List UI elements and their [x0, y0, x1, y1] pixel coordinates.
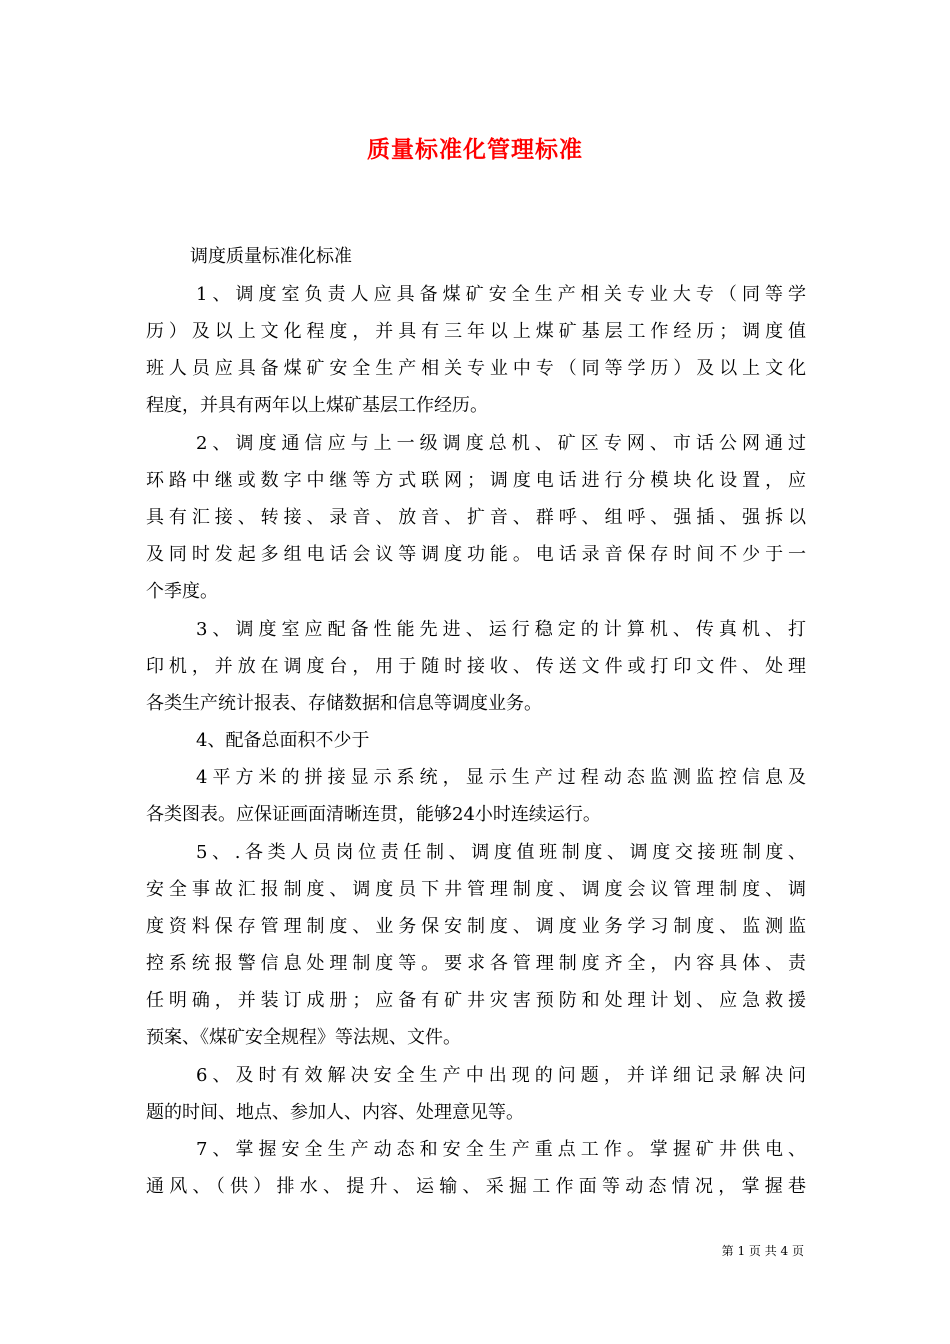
- page-number: 第 1 页 共 4 页: [721, 1244, 804, 1258]
- body-line: 5、.各类人员岗位责任制、调度值班制度、调度交接班制度、: [196, 842, 806, 863]
- section-heading: 调度质量标准化标准: [190, 246, 352, 267]
- body-line: 环路中继或数字中继等方式联网；调度电话进行分模块化设置，应: [146, 470, 806, 491]
- document-title: 质量标准化管理标准: [367, 136, 583, 163]
- body-line: 6、及时有效解决安全生产中出现的问题，并详细记录解决问: [196, 1065, 806, 1086]
- body-line: 2、调度通信应与上一级调度总机、矿区专网、市话公网通过: [196, 433, 806, 454]
- body-line: 安全事故汇报制度、调度员下井管理制度、调度会议管理制度、调: [146, 879, 806, 900]
- body-line: 各类生产统计报表、存储数据和信息等调度业务。: [146, 693, 542, 714]
- body-line: 及同时发起多组电话会议等调度功能。电话录音保存时间不少于一: [146, 544, 806, 565]
- body-line: 程度，并具有两年以上煤矿基层工作经历。: [146, 395, 488, 416]
- body-line: 题的时间、地点、参加人、内容、处理意见等。: [146, 1102, 524, 1123]
- body-line: 班人员应具备煤矿安全生产相关专业中专（同等学历）及以上文化: [146, 358, 806, 379]
- body-line: 印机，并放在调度台，用于随时接收、传送文件或打印文件、处理: [146, 656, 806, 677]
- body-line: 4、配备总面积不少于: [196, 730, 370, 751]
- body-line: 各类图表。应保证画面清晰连贯，能够24小时连续运行。: [146, 804, 601, 825]
- body-line: 具有汇接、转接、录音、放音、扩音、群呼、组呼、强插、强拆以: [146, 507, 806, 528]
- body-line: 度资料保存管理制度、业务保安制度、调度业务学习制度、监测监: [146, 916, 806, 937]
- body-line: 1、调度室负责人应具备煤矿安全生产相关专业大专（同等学: [196, 284, 806, 305]
- body-line: 历）及以上文化程度，并具有三年以上煤矿基层工作经历；调度值: [146, 321, 806, 342]
- body-line: 个季度。: [146, 581, 218, 602]
- body-line: 任明确，并装订成册；应备有矿井灾害预防和处理计划、应急救援: [146, 990, 806, 1011]
- body-line: 7、掌握安全生产动态和安全生产重点工作。掌握矿井供电、: [196, 1139, 806, 1160]
- body-line: 预案、《煤矿安全规程》等法规、文件。: [146, 1027, 461, 1048]
- body-line: 4平方米的拼接显示系统，显示生产过程动态监测监控信息及: [196, 767, 806, 788]
- body-line: 3、调度室应配备性能先进、运行稳定的计算机、传真机、打: [196, 619, 806, 640]
- body-line: 控系统报警信息处理制度等。要求各管理制度齐全，内容具体、责: [146, 953, 806, 974]
- body-line: 通风、（供）排水、提升、运输、采掘工作面等动态情况，掌握巷: [146, 1176, 806, 1197]
